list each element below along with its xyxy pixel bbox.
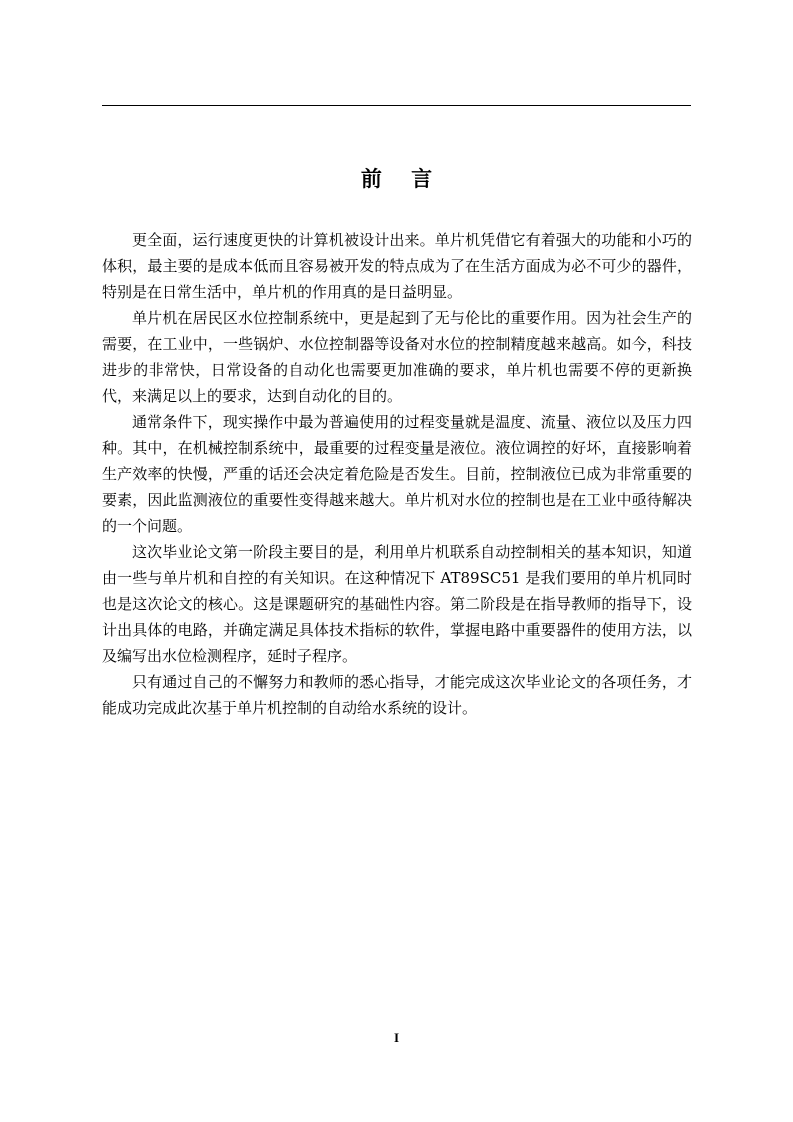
header-rule	[102, 105, 691, 106]
paragraph: 更全面，运行速度更快的计算机被设计出来。单片机凭借它有着强大的功能和小巧的体积，最主要的是成本低而且容易被开发的特点成为了在生活方面成为必不可少的器件，特别是在日常生活中，单片机的作用真的是日益明显。	[102, 231, 692, 301]
paragraph: 单片机在居民区水位控制系统中，更是起到了无与伦比的重要作用。因为社会生产的需要，在工业中，一些锅炉、水位控制器等设备对水位的控制精度越来越高。如今，科技进步的非常快，日常设备的自动化也需要更加准确的要求，单片机也需要不停的更新换代，来满足以上的要求，达到自动化的目的。	[102, 309, 692, 405]
page-title: 前 言	[360, 167, 433, 191]
paragraph: 只有通过自己的不懈努力和教师的悉心指导，才能完成这次毕业论文的各项任务，才能成功完成此次基于单片机控制的自动给水系统的设计。	[102, 673, 692, 717]
paragraph: 通常条件下，现实操作中最为普遍使用的过程变量就是温度、流量、液位以及压力四种。其中，在机械控制系统中，最重要的过程变量是液位。液位调控的好坏，直接影响着生产效率的快慢，严重的话还会决定着危险是否发生。目前，控制液位已成为非常重要的要素，因此监测液位的重要性变得越来越大。单片机对水位的控制也是在工业中亟待解决的一个问题。	[102, 413, 692, 535]
page-number: I	[393, 1030, 400, 1045]
paragraph: 这次毕业论文第一阶段主要目的是，利用单片机联系自动控制相关的基本知识，知道由一些与单片机和自控的有关知识。在这种情况下 AT89SC51 是我们要用的单片机同时也是这次论文的核心。这是课题研究的基础性内容。第二阶段是在指导教师的指导下，设计出具体的电路，并确定满足具体技术指标的软件，掌握电路中重要器件的使用方法，以及编写出水位检测程序，延时子程序。	[102, 543, 692, 665]
body-text	[102, 227, 692, 721]
